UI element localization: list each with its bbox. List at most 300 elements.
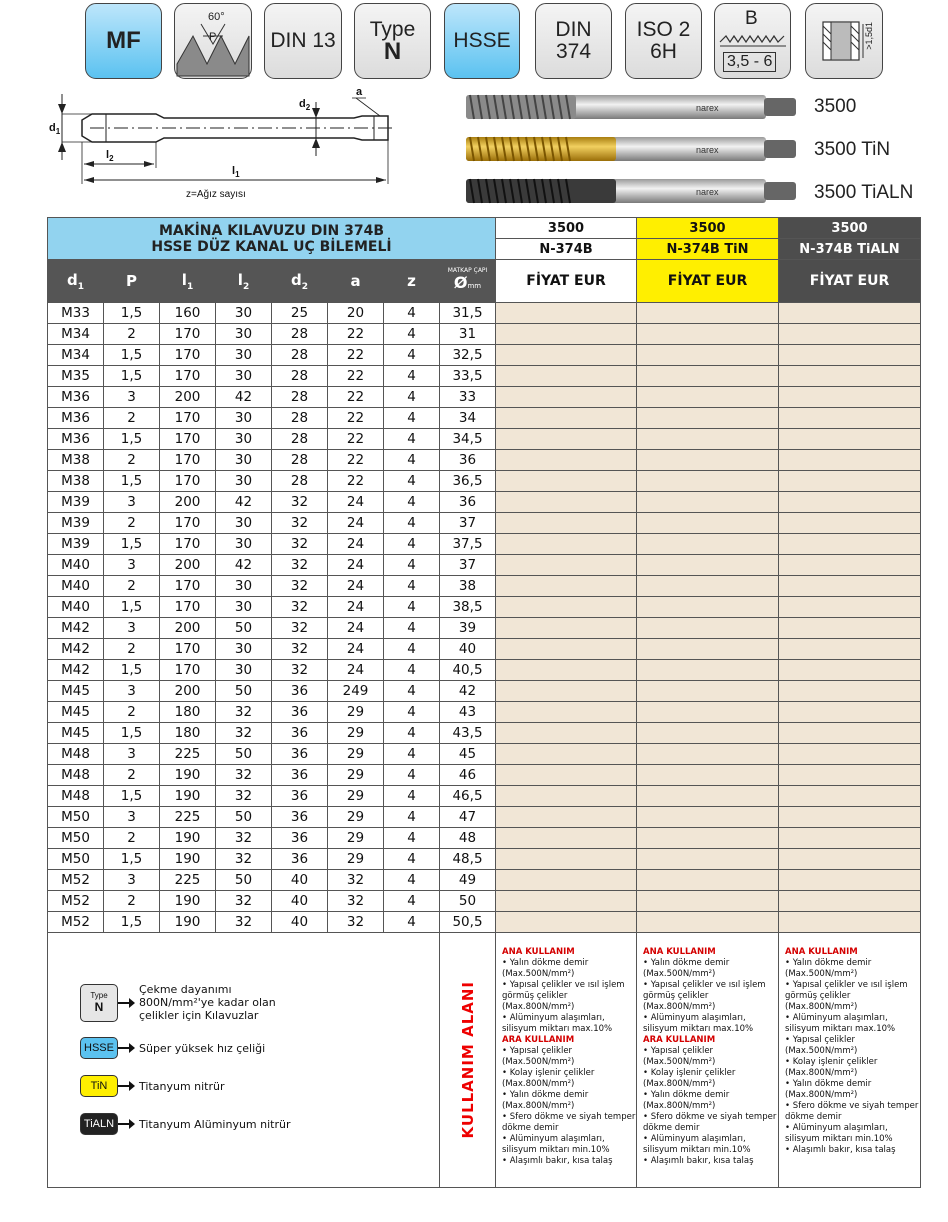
thread-size-cell: M52 [48,912,104,933]
price-cell[interactable] [496,891,637,912]
table-row [48,870,921,891]
price-cell[interactable] [637,576,779,597]
diameter-icon: Ømm [453,273,482,292]
spec-cell: 170 [160,660,216,681]
spec-cell: 200 [160,555,216,576]
spec-cell: 30 [216,324,272,345]
spec-cell: 4 [384,597,440,618]
spec-cell: 24 [328,555,384,576]
usage-item: • Yalın dökme demir (Max.500N/mm²) [785,958,872,979]
spec-cell: 30 [216,534,272,555]
spec-cell: 30 [216,597,272,618]
price-cell[interactable] [496,723,637,744]
spec-cell: 180 [160,723,216,744]
price-cell[interactable] [637,870,779,891]
price-cell[interactable] [779,639,921,660]
price-cell[interactable] [637,597,779,618]
price-cell[interactable] [637,681,779,702]
spec-cell: 2 [104,828,160,849]
spec-cell: 30 [216,513,272,534]
price-cell[interactable] [637,366,779,387]
spec-cell: 29 [328,744,384,765]
usage-item: • Alüminyum alaşımları, silisyum miktarı min.10% [785,1123,893,1144]
spec-cell: 50 [216,618,272,639]
legend-area [48,933,440,1188]
table-row [48,849,921,870]
spec-cell: 50 [216,744,272,765]
col-drill [440,260,496,303]
spec-cell: 4 [384,786,440,807]
price-cell[interactable] [496,555,637,576]
arrow-icon [118,1047,132,1049]
legend-item [80,1037,369,1059]
price-cell[interactable] [637,912,779,933]
thread-size-cell: M45 [48,702,104,723]
spec-cell: 3 [104,387,160,408]
hsse-badge: HSSE [444,3,520,79]
spec-cell: 24 [328,576,384,597]
brand-logo: narex [696,145,719,155]
price-cell[interactable] [637,513,779,534]
price-cell[interactable] [637,471,779,492]
spec-cell: 170 [160,366,216,387]
spec-cell: 170 [160,471,216,492]
legend-swatch: HSSE [80,1037,118,1059]
table-row [48,681,921,702]
spec-cell: 4 [384,639,440,660]
price-cell[interactable] [496,471,637,492]
legend-text: Çekme dayanımı 800N/mm²'ye kadar olan çelikler için Kılavuzlar [139,983,276,1022]
variant-code-1: 3500 [496,218,637,239]
price-cell[interactable] [496,513,637,534]
usage-main-title: ANA KULLANIM [643,947,716,957]
chamfer-badge [714,3,791,79]
spec-cell: 50,5 [440,912,496,933]
tap-image-3500 [466,92,798,122]
spec-cell: 2 [104,639,160,660]
spec-cell: 33,5 [440,366,496,387]
spec-cell: 249 [328,681,384,702]
spec-cell: 29 [328,702,384,723]
iso-badge [625,3,702,79]
spec-cell: 36 [272,828,328,849]
price-cell[interactable] [779,345,921,366]
legend-swatch: TiALN [80,1113,118,1135]
spec-cell: 32 [272,555,328,576]
price-cell[interactable] [637,408,779,429]
price-cell[interactable] [637,534,779,555]
type-n-label: N [383,38,402,65]
price-cell[interactable] [637,891,779,912]
price-cell[interactable] [496,681,637,702]
legend-item [80,983,309,1022]
thread-profile-icon [174,3,252,79]
spec-cell: 36 [272,723,328,744]
spec-cell: 225 [160,807,216,828]
thread-size-cell: M45 [48,723,104,744]
spec-cell: 24 [328,492,384,513]
table-row [48,534,921,555]
variant-code-2: 3500 [637,218,779,239]
variant-sub-3: N-374B TiALN [779,239,921,260]
spec-cell: 42 [216,492,272,513]
price-cell[interactable] [637,660,779,681]
drill-label: MATKAP ÇAPI [447,267,488,274]
price-cell[interactable] [637,639,779,660]
usage-item: • Yapısal çelikler ve ısıl işlem görmüş çelikler (Max.800N/mm²) [502,980,625,1012]
spec-cell: 28 [272,408,328,429]
spec-cell: 32 [328,891,384,912]
spec-cell: 30 [216,471,272,492]
price-cell[interactable] [496,912,637,933]
col-l1: $l_1$ [160,260,216,303]
spec-cell: 40 [272,870,328,891]
spec-cell: 32 [272,492,328,513]
table-row [48,765,921,786]
spec-cell: 32 [328,870,384,891]
spec-cell: 200 [160,387,216,408]
thread-size-cell: M36 [48,429,104,450]
table-row [48,366,921,387]
usage-item: • Sfero dökme ve siyah temper dökme demir [643,1112,777,1133]
product-label-3500: 3500 [814,96,857,117]
spec-cell: 36 [440,492,496,513]
spec-cell: 31 [440,324,496,345]
thread-size-cell: M34 [48,324,104,345]
price-cell[interactable] [637,450,779,471]
usage-sub-title: ARA KULLANIM [643,1035,716,1045]
spec-cell: 36,5 [440,471,496,492]
spec-cell: 30 [216,450,272,471]
variant-sub-2: N-374B TiN [637,239,779,260]
thread-size-cell: M39 [48,513,104,534]
usage-item: • Alüminyum alaşımları, silisyum miktarı min.10% [643,1134,751,1155]
spec-cell: 22 [328,387,384,408]
table-row [48,912,921,933]
spec-cell: 29 [328,786,384,807]
price-cell[interactable] [496,849,637,870]
spec-cell: 3 [104,681,160,702]
price-cell[interactable] [779,324,921,345]
spec-cell: 32 [272,534,328,555]
spec-cell: 36 [272,807,328,828]
table-row [48,744,921,765]
usage-item: • Alüminyum alaşımları, silisyum miktarı max.10% [643,1013,754,1034]
price-cell[interactable] [496,492,637,513]
price-cell[interactable] [637,555,779,576]
thread-size-cell: M33 [48,303,104,324]
price-cell[interactable] [779,471,921,492]
spec-cell: 40,5 [440,660,496,681]
price-cell[interactable] [779,807,921,828]
table-row [48,492,921,513]
thread-size-cell: M40 [48,597,104,618]
price-cell[interactable] [637,492,779,513]
col-a: a [328,260,384,303]
usage-item: • Alaşımlı bakır, kısa talaş [502,1156,613,1166]
price-cell[interactable] [779,702,921,723]
spec-cell: 30 [216,366,272,387]
thread-size-cell: M48 [48,786,104,807]
price-cell[interactable] [779,534,921,555]
price-cell[interactable] [779,387,921,408]
spec-cell: 4 [384,618,440,639]
spec-cell: 4 [384,912,440,933]
price-cell[interactable] [779,765,921,786]
tap-image-3500-tin [466,134,798,164]
price-cell[interactable] [637,723,779,744]
arrow-icon [118,1085,132,1087]
din374-badge [535,3,612,79]
price-cell[interactable] [779,786,921,807]
spec-cell: 50 [216,807,272,828]
spec-cell: 190 [160,828,216,849]
col-d2: $d_2$ [272,260,328,303]
table-row [48,807,921,828]
price-cell[interactable] [637,849,779,870]
spec-cell: 28 [272,345,328,366]
table-row [48,513,921,534]
price-cell[interactable] [496,744,637,765]
price-cell[interactable] [496,429,637,450]
price-cell[interactable] [637,702,779,723]
spec-cell: 180 [160,702,216,723]
price-cell[interactable] [779,744,921,765]
spec-cell: 34,5 [440,429,496,450]
price-cell[interactable] [779,891,921,912]
spec-cell: 2 [104,324,160,345]
iso-line2: 6H [650,40,677,63]
price-cell[interactable] [637,429,779,450]
price-cell[interactable] [779,849,921,870]
price-cell[interactable] [779,618,921,639]
spec-cell: 32 [272,576,328,597]
product-table [47,217,921,1188]
legend-text: Titanyum Alüminyum nitrür [139,1117,291,1131]
price-cell[interactable] [496,324,637,345]
price-cell[interactable] [779,660,921,681]
spec-cell: 43 [440,702,496,723]
spec-cell: 36 [272,765,328,786]
spec-cell: 48 [440,828,496,849]
price-cell[interactable] [779,366,921,387]
spec-cell: 30 [216,303,272,324]
spec-cell: 42 [440,681,496,702]
price-cell[interactable] [496,303,637,324]
price-cell[interactable] [496,702,637,723]
variant-code-3: 3500 [779,218,921,239]
spec-cell: 36 [440,450,496,471]
legend-text: Süper yüksek hız çeliği [139,1041,266,1055]
spec-cell: 170 [160,429,216,450]
price-cell[interactable] [496,534,637,555]
price-cell[interactable] [779,576,921,597]
spec-cell: 4 [384,660,440,681]
table-title-line1: MAKİNA KILAVUZU DIN 374B [158,222,385,239]
chamfer-range-label: 3,5 - 6 [723,52,776,72]
spec-cell: 4 [384,408,440,429]
price-cell[interactable] [496,387,637,408]
price-cell[interactable] [496,408,637,429]
price-cell[interactable] [637,786,779,807]
spec-cell: 32 [216,765,272,786]
spec-cell: 1,5 [104,786,160,807]
spec-cell: 3 [104,807,160,828]
usage-item: • Alüminyum alaşımları, silisyum miktarı max.10% [502,1013,613,1034]
legend-item [80,1113,369,1135]
spec-cell: 200 [160,681,216,702]
spec-cell: 22 [328,345,384,366]
spec-cell: 4 [384,849,440,870]
usage-main-title: ANA KULLANIM [785,947,858,957]
col-p: P [104,260,160,303]
price-cell[interactable] [496,366,637,387]
usage-item: • Yapısal çelikler (Max.500N/mm²) [785,1035,858,1056]
spec-cell: 4 [384,765,440,786]
price-cell[interactable] [496,870,637,891]
price-cell[interactable] [496,639,637,660]
table-title [48,218,496,260]
spec-cell: 2 [104,450,160,471]
thread-size-cell: M38 [48,450,104,471]
spec-cell: 4 [384,471,440,492]
price-cell[interactable] [637,345,779,366]
spec-cell: 30 [216,576,272,597]
usage-item: • Alaşımlı bakır, kısa talaş [785,1145,896,1155]
price-cell[interactable] [779,828,921,849]
thread-size-cell: M36 [48,408,104,429]
spec-cell: 50 [216,681,272,702]
price-cell[interactable] [637,387,779,408]
spec-cell: 3 [104,744,160,765]
spec-cell: 2 [104,765,160,786]
price-cell[interactable] [496,660,637,681]
spec-cell: 4 [384,387,440,408]
price-cell[interactable] [496,618,637,639]
spec-cell: 22 [328,471,384,492]
spec-cell: 30 [216,429,272,450]
usage-item: • Yalın dökme demir (Max.800N/mm²) [785,1079,872,1100]
spec-cell: 29 [328,849,384,870]
spec-cell: 1,5 [104,429,160,450]
price-cell[interactable] [637,828,779,849]
table-row [48,303,921,324]
spec-cell: 28 [272,387,328,408]
spec-cell: 170 [160,597,216,618]
price-cell[interactable] [779,912,921,933]
spec-cell: 29 [328,723,384,744]
spec-cell: 32 [272,597,328,618]
price-cell[interactable] [496,345,637,366]
price-cell[interactable] [779,681,921,702]
price-cell[interactable] [637,765,779,786]
price-cell[interactable] [779,492,921,513]
price-cell[interactable] [779,870,921,891]
table-title-line2: HSSE DÜZ KANAL UÇ BİLEMELİ [151,238,392,255]
usage-item: • Yapısal çelikler ve ısıl işlem görmüş çelikler (Max.800N/mm²) [785,980,908,1012]
thread-size-cell: M39 [48,492,104,513]
drawing-caption: z=Ağız sayısı [186,189,246,200]
price-cell[interactable] [637,324,779,345]
thread-size-cell: M42 [48,639,104,660]
spec-cell: 4 [384,429,440,450]
thread-size-cell: M42 [48,660,104,681]
price-cell[interactable] [779,408,921,429]
price-cell[interactable] [779,513,921,534]
usage-item: • Kolay işlenir çelikler (Max.800N/mm²) [785,1057,878,1078]
din374-line1: DIN [555,18,592,41]
price-cell[interactable] [779,429,921,450]
spec-cell: 200 [160,492,216,513]
thread-depth-badge [805,3,883,79]
spec-cell: 29 [328,807,384,828]
spec-cell: 32 [272,639,328,660]
thread-size-cell: M42 [48,618,104,639]
table-row [48,450,921,471]
spec-cell: 28 [272,366,328,387]
price-cell[interactable] [496,597,637,618]
spec-cell: 4 [384,702,440,723]
usage-item: • Sfero dökme ve siyah temper dökme demir [502,1112,636,1133]
price-cell[interactable] [637,618,779,639]
l2-label: $l_2$ [106,149,114,164]
d2-label: $d_2$ [299,98,311,113]
spec-cell: 37,5 [440,534,496,555]
spec-cell: 28 [272,471,328,492]
price-cell[interactable] [496,450,637,471]
usage-label-cell [440,933,496,1188]
price-cell[interactable] [779,303,921,324]
price-cell[interactable] [496,828,637,849]
price-cell[interactable] [779,555,921,576]
thread-size-cell: M52 [48,891,104,912]
spec-cell: 190 [160,765,216,786]
price-cell[interactable] [637,744,779,765]
usage-item: • Kolay işlenir çelikler (Max.800N/mm²) [643,1068,736,1089]
spec-cell: 190 [160,786,216,807]
price-cell[interactable] [637,807,779,828]
pitch-label: P [209,31,217,43]
usage-item: • Alaşımlı bakır, kısa talaş [643,1156,754,1166]
table-row [48,576,921,597]
spec-cell: 1,5 [104,471,160,492]
price-cell[interactable] [779,723,921,744]
table-row [48,345,921,366]
table-row [48,786,921,807]
table-row [48,639,921,660]
spec-cell: 36 [272,744,328,765]
table-row [48,702,921,723]
spec-cell: 3 [104,618,160,639]
spec-cell: 4 [384,513,440,534]
spec-cell: 29 [328,765,384,786]
spec-cell: 24 [328,639,384,660]
price-cell[interactable] [637,303,779,324]
table-row [48,324,921,345]
angle-label: 60° [208,11,225,23]
spec-cell: 32 [216,786,272,807]
spec-cell: 3 [104,555,160,576]
price-cell[interactable] [496,786,637,807]
price-cell[interactable] [496,576,637,597]
price-cell[interactable] [496,807,637,828]
tap-drawing [44,86,404,204]
price-cell[interactable] [496,765,637,786]
price-cell[interactable] [779,450,921,471]
variant-sub-1: N-374B [496,239,637,260]
spec-cell: 32,5 [440,345,496,366]
price-cell[interactable] [779,597,921,618]
